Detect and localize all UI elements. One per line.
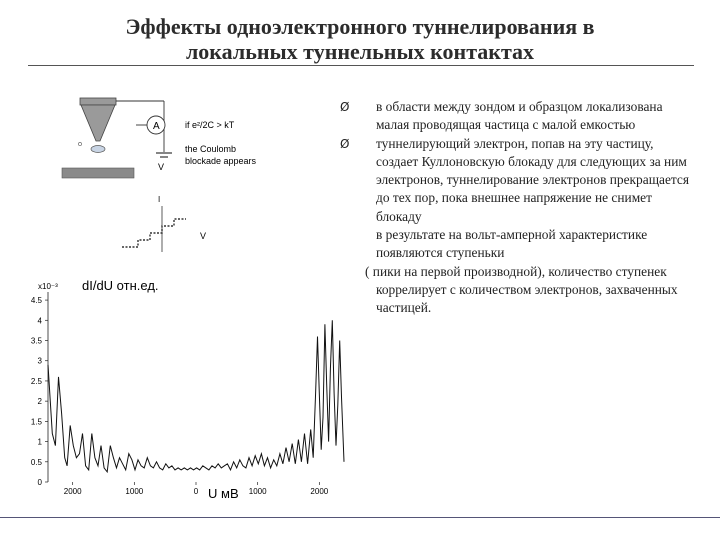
condition-text: if e²/2C > kT	[185, 120, 235, 130]
title-line-2: локальных туннельных контактах	[185, 39, 535, 64]
x-tick-label: 1000	[248, 487, 267, 496]
probe-tip	[81, 105, 115, 141]
y-tick-label: 1.5	[30, 417, 42, 427]
y-tick-label: 0.5	[30, 457, 42, 467]
title-line-1: Эффекты одноэлектронного туннелирования в	[125, 14, 595, 39]
bullet-text: в области между зондом и образцом локализована малая проводящая частица с малой емкостью	[376, 99, 663, 133]
iv-staircase	[122, 219, 186, 247]
x-tick-label: 1000	[125, 487, 144, 496]
bullet-text: ( пики на первой производной), количество ступенек коррелирует с количеством электронов, захваченных частицей.	[365, 263, 678, 316]
x-tick-label: 2000	[310, 487, 329, 496]
coulomb-note-2: blockade appears	[185, 156, 257, 166]
bullet-item	[334, 135, 694, 226]
ammeter-label: A	[153, 121, 160, 132]
slide-title	[0, 14, 720, 64]
bullet-arrow-icon: Ø	[340, 136, 350, 151]
particle	[91, 146, 105, 153]
footer-rule	[0, 517, 720, 518]
y-tick-label: 0	[37, 478, 42, 487]
y-tick-label: 3	[37, 356, 42, 366]
bullet-list	[334, 98, 694, 318]
coulomb-note-1: the Coulomb	[185, 144, 237, 154]
y-tick-label: 1	[37, 437, 42, 447]
electron-icon	[78, 142, 81, 145]
y-tick-label: 2	[37, 397, 42, 407]
bullet-text: туннелирующий электрон, попав на эту частицу, создает Куллоновскую блокаду для следующих за ним электронов, туннелирование электронов прекращается до тех пор, пока внешнее напряжение не снимет блокаду	[376, 135, 690, 224]
bullet-item	[334, 98, 694, 135]
iv-v-label: V	[200, 231, 207, 241]
y-tick-label: 2.5	[30, 376, 42, 386]
bullet-arrow-icon: Ø	[340, 100, 350, 114]
probe-cap	[80, 98, 116, 105]
dIdU-chart	[8, 278, 348, 500]
series-line	[48, 320, 344, 472]
bullet-continuation	[334, 263, 694, 318]
y-tick-label: 4.5	[30, 296, 42, 306]
iv-i-label: I	[158, 195, 161, 204]
chart-xlabel: U мВ	[208, 486, 239, 500]
bullet-continuation	[334, 226, 694, 263]
schematic-diagram	[50, 92, 290, 262]
y-tick-label: 4	[37, 316, 42, 326]
sample	[62, 168, 134, 178]
y-tick-label: 3.5	[30, 336, 42, 346]
bullet-text: в результате на вольт-амперной характеристике появляются ступеньки	[376, 227, 648, 261]
x-tick-label: 0	[193, 487, 199, 496]
x-tick-label: 2000	[63, 487, 82, 496]
v-label: V	[158, 162, 165, 172]
title-underline	[28, 65, 694, 66]
chart-title: dI/dU отн.ед.	[82, 278, 159, 293]
chart-scale-label: x10⁻³	[38, 282, 58, 291]
